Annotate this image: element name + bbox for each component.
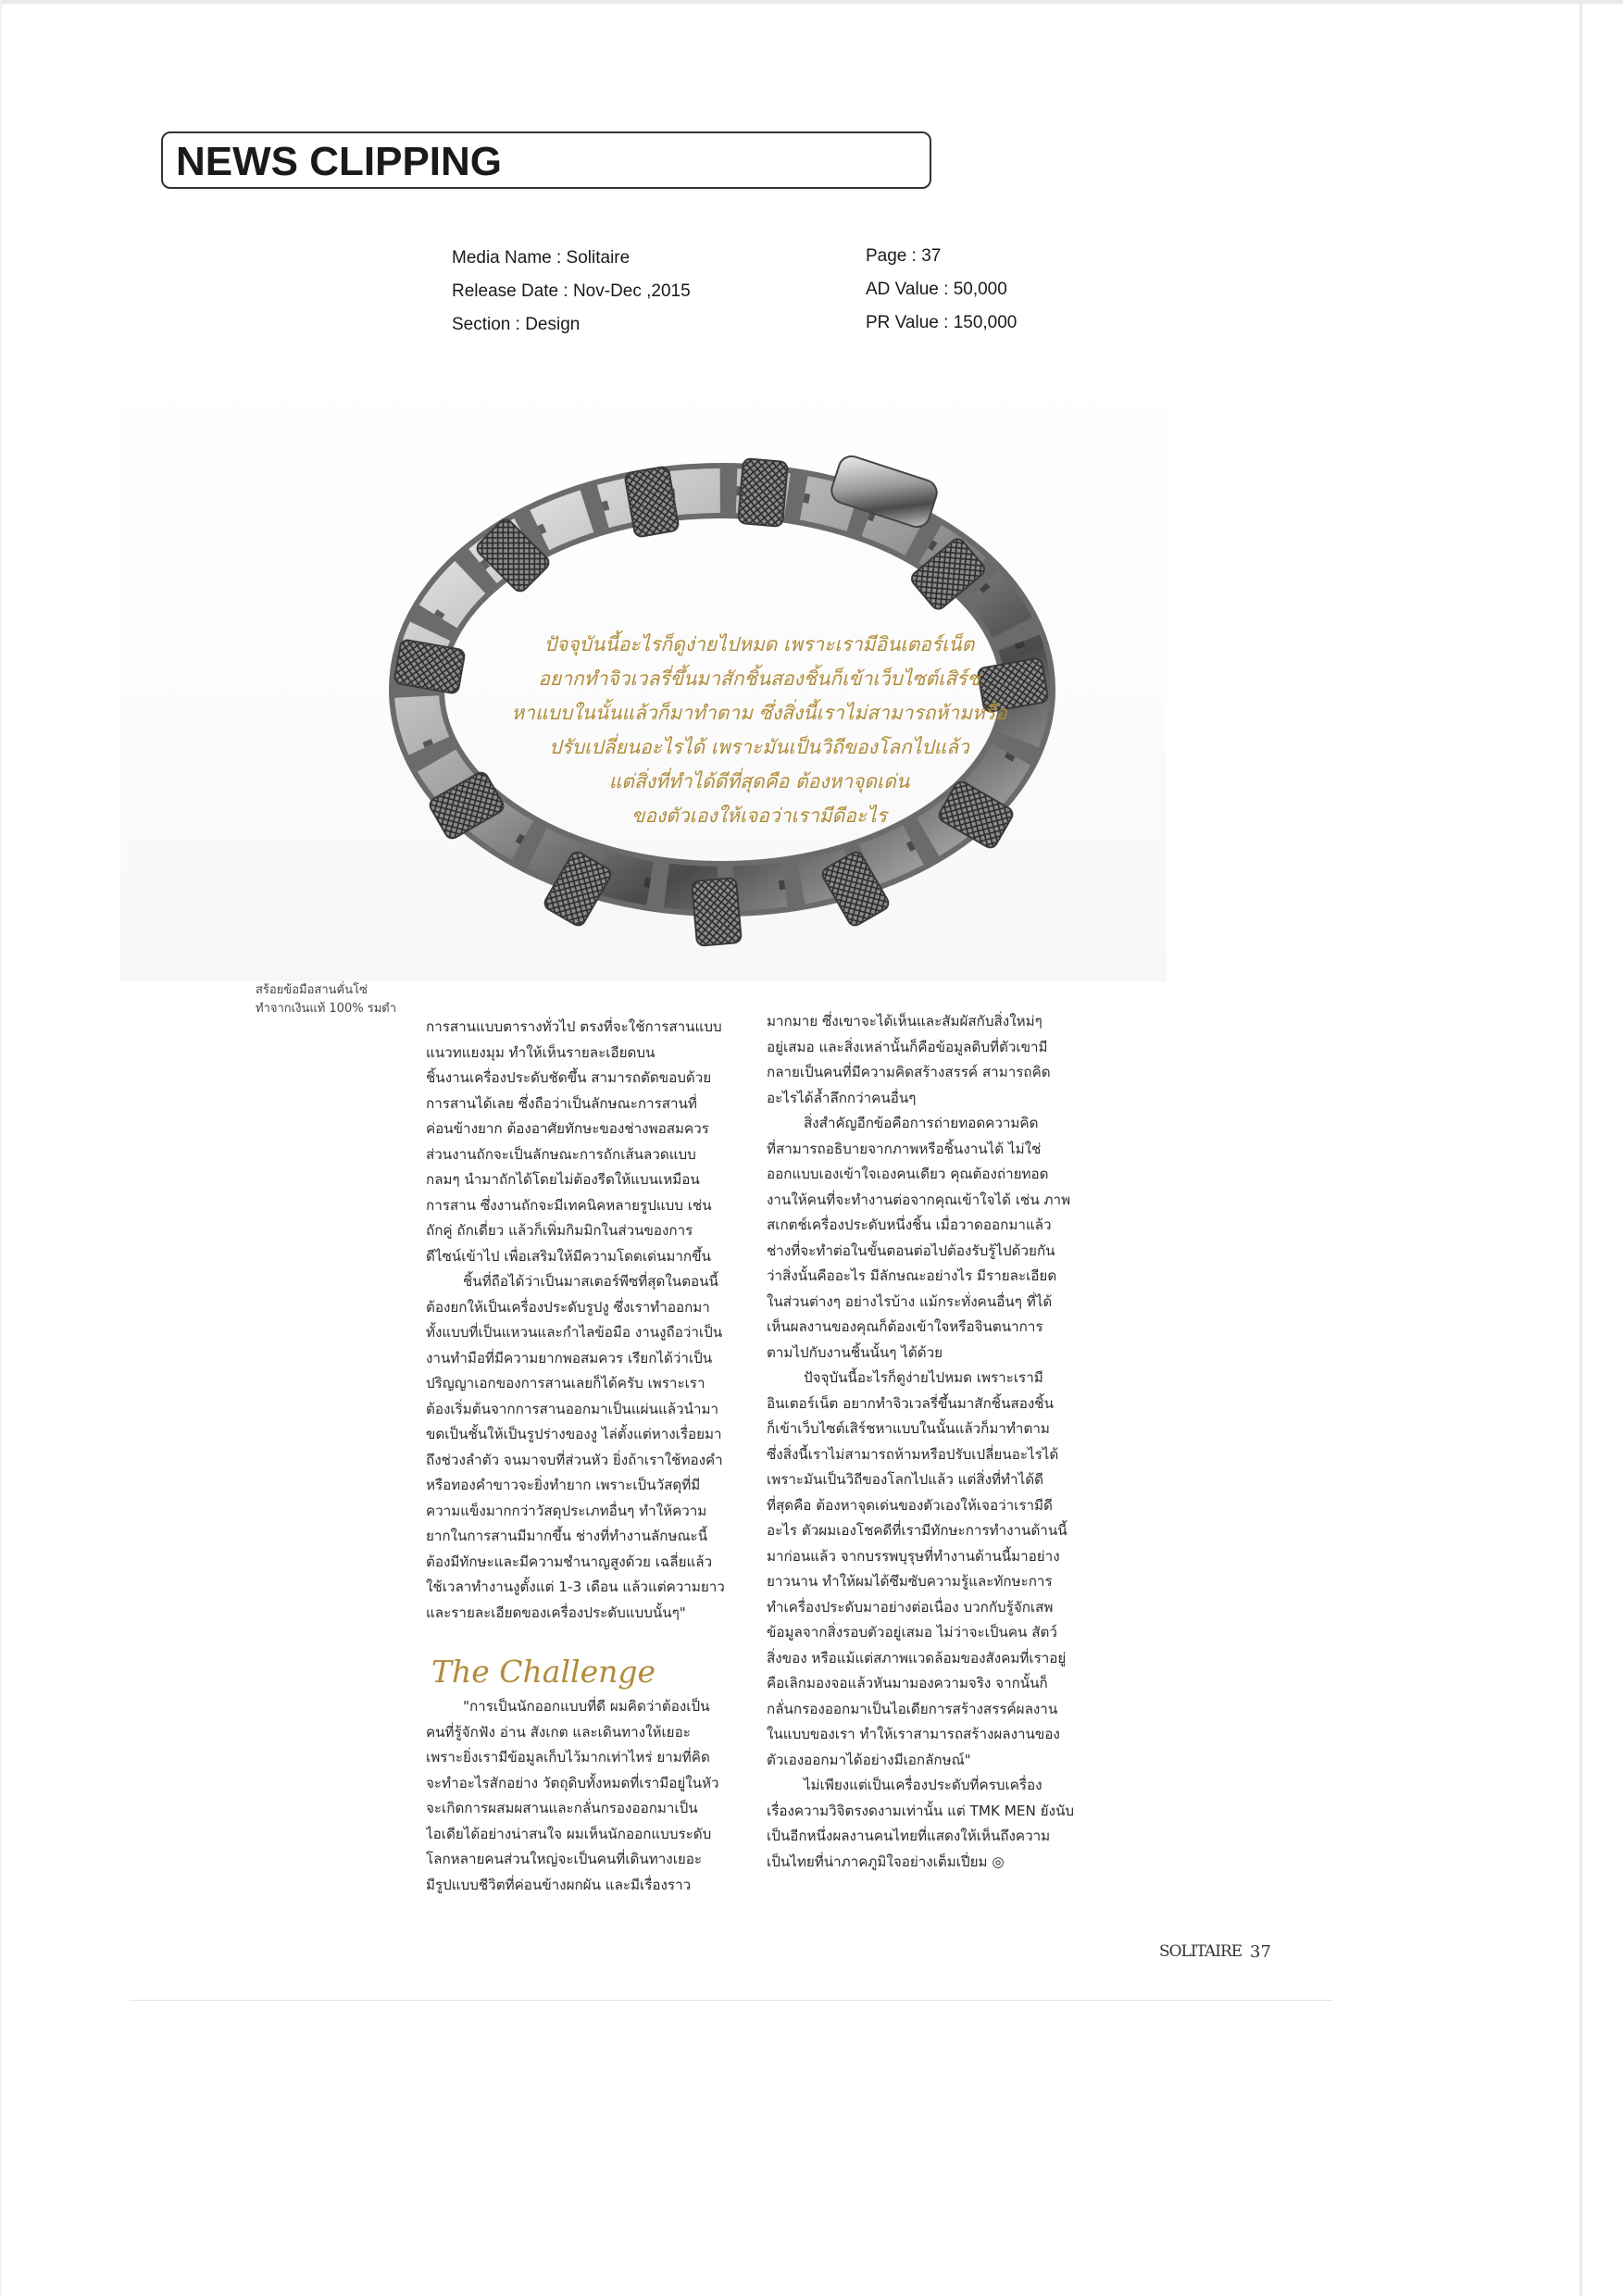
text-line: ช่างที่จะทำต่อในขั้นตอนต่อไปต้องรับรู้ไปด้วยกัน (767, 1242, 1055, 1259)
text-line: ค่อนข้างยาก ต้องอาศัยทักษะของช่างพอสมควร (426, 1120, 709, 1137)
section: Section : Design (452, 315, 581, 334)
text-line: ชิ้นที่ถือได้ว่าเป็นมาสเตอร์พีซที่สุดในตอนนี้ (463, 1273, 718, 1290)
quote-line: ปรับเปลี่ยนอะไรได้ เพราะมันเป็นวิถีของโลกไปแล้ว (549, 736, 969, 758)
text-line: ชิ้นงานเครื่องประดับชัดขึ้น สามารถตัดขอบด้วย (426, 1069, 712, 1086)
text-line: เรื่องความวิจิตรงดงามเท่านั้น แต่ TMK MEN ยังนับ (767, 1802, 1074, 1819)
text-line: สเกตช์เครื่องประดับหนึ่งชิ้น เมื่อวาดออกมาแล้ว (767, 1217, 1052, 1233)
text-line: งานให้คนที่จะทำงานต่อจากคุณเข้าใจได้ เช่น ภาพ (767, 1191, 1071, 1208)
media-name: Media Name : Solitaire (452, 248, 630, 268)
text-line: การสาน ซึ่งงานถักจะมีเทคนิคหลายรูปแบบ เช่น (426, 1196, 712, 1214)
text-line: ที่สุดคือ ต้องหาจุดเด่นของตัวเองให้เจอว่าเรามีดี (767, 1496, 1053, 1514)
text-line: ในส่วนต่างๆ อย่างไรบ้าง แม้กระทั่งคนอื่นๆ ที่ได้ (767, 1292, 1053, 1310)
text-line: ไอเดียได้อย่างน่าสนใจ ผมเห็นนักออกแบบระดับ (426, 1825, 712, 1842)
text-line: สิ่งสำคัญอีกข้อคือการถ่ายทอดความคิด (804, 1115, 1039, 1131)
magazine-brand: SOLITAIRE (1159, 1942, 1242, 1961)
text-line: กลั่นกรองออกมาเป็นไอเดียการสร้างสรรค์ผลงาน (767, 1700, 1058, 1717)
text-line: ทำเครื่องประดับมาอย่างต่อเนื่อง บวกกับรู้จักเสพ (767, 1598, 1054, 1616)
text-line: ว่าสิ่งนั้นคืออะไร มีลักษณะอย่างไร มีรายละเอียด (767, 1267, 1057, 1284)
challenge-heading: The Challenge (431, 1653, 656, 1690)
text-line: ปริญญาเอกของการสานเลยก็ได้ครับ เพราะเรา (426, 1375, 705, 1391)
text-line: ซึ่งสิ่งนี้เราไม่สามารถห้ามหรือปรับเปลี่ยนอะไรได้ (767, 1445, 1059, 1463)
text-line: เพราะยิ่งเรามีข้อมูลเก็บไว้มากเท่าไหร่ ยามที่คิด (426, 1749, 710, 1766)
page-value: Page : 37 (866, 246, 942, 266)
text-line: อะไร ตัวผมเองโชคดีที่เรามีทักษะการทำงานด้านนี้ (767, 1522, 1067, 1539)
meta-left (452, 242, 691, 342)
pr-value: PR Value : 150,000 (866, 313, 1017, 332)
text-line: จะทำอะไรสักอย่าง วัตถุดิบทั้งหมดที่เรามีอยู่ในหัว (426, 1774, 719, 1791)
text-line: หรือทองคำขาวจะยิ่งทำยาก เพราะเป็นวัสดุที่มี (426, 1477, 701, 1493)
text-line: อยู่เสมอ และสิ่งเหล่านั้นก็คือข้อมูลดิบที่ตัวเขามี (767, 1038, 1048, 1055)
quote-line: อยากทำจิวเวลรี่ขึ้นมาสักชิ้นสองชิ้นก็เข้าเว็บไซต์เสิร์ช (538, 668, 980, 690)
news-clipping-header (161, 131, 931, 189)
page-number: 37 (1250, 1942, 1271, 1962)
quote-line: ปัจจุบันนี้อะไรก็ดูง่ายไปหมด เพราะเรามีอินเตอร์เน็ต (543, 633, 975, 655)
text-line: เป็นไทยที่น่าภาคภูมิใจอย่างเต็มเปี่ยม ◎ (767, 1853, 1005, 1870)
text-line: และรายละเอียดของเครื่องประดับแบบนั้นๆ" (426, 1603, 686, 1621)
header-title: NEWS CLIPPING (176, 139, 503, 184)
text-line: ที่สามารถอธิบายจากภาพหรือชิ้นงานได้ ไม่ใช่ (767, 1140, 1042, 1157)
text-line: ก็เข้าเว็บไซต์เสิร์ชหาแบบในนั้นแล้วก็มาทำตาม (767, 1420, 1050, 1437)
text-line: การสานแบบตารางทั่วไป ตรงที่จะใช้การสานแบบ (426, 1018, 722, 1035)
text-line: มาก่อนแล้ว จากบรรพบุรุษที่ทำงานด้านนี้มาอย่าง (767, 1547, 1060, 1565)
text-line: ส่วนงานถักจะเป็นลักษณะการถักเส้นลวดแบบ (426, 1145, 696, 1163)
text-line: งานทำมือที่มีความยากพอสมควร เรียกได้ว่าเป็น (426, 1349, 713, 1366)
meta-right (866, 240, 1017, 340)
page-bottom-edge (130, 2000, 1333, 2001)
text-line: ยาวนาน ทำให้ผมได้ซึมซับความรู้และทักษะการ (767, 1573, 1053, 1590)
text-line: กลายเป็นคนที่มีความคิดสร้างสรรค์ สามารถคิด (767, 1064, 1051, 1080)
scan-edge-right (1579, 0, 1582, 2296)
text-line: มีรูปแบบชีวิตที่ค่อนข้างผกผัน และมีเรื่องราว (426, 1876, 692, 1893)
text-line: ต้องมีทักษะและมีความชำนาญสูงด้วย เฉลี่ยแล้ว (426, 1553, 713, 1570)
text-line: ขดเป็นชั้นให้เป็นรูปร่างของงู ไล่ตั้งแต่หางเรื่อยมา (426, 1426, 722, 1442)
text-line: ถักคู่ ถักเดี่ยว แล้วก็เพิ่มกิมมิกในส่วนของการ (426, 1222, 693, 1239)
text-line: ในแบบของเรา ทำให้เราสามารถสร้างผลงานของ (767, 1726, 1060, 1742)
text-line: อะไรได้ล้ำลึกกว่าคนอื่นๆ (767, 1089, 917, 1106)
article-column-left-bottom (426, 1694, 745, 1898)
text-line: ตามไปกับงานชิ้นนั้นๆ ได้ด้วย (767, 1343, 943, 1361)
text-line: ต้องเริ่มต้นจากการสานออกมาเป็นแผ่นแล้วนำมา (426, 1400, 719, 1417)
text-line: มากมาย ซึ่งเขาจะได้เห็นและสัมผัสกับสิ่งใหม่ๆ (767, 1013, 1042, 1029)
text-line: แนวทแยงมุม ทำให้เห็นรายละเอียดบน (426, 1043, 655, 1061)
text-line: ตัวเองออกมาได้อย่างมีเอกลักษณ์" (767, 1751, 971, 1768)
text-line: เป็นอีกหนึ่งผลงานคนไทยที่แสดงให้เห็นถึงความ (767, 1828, 1051, 1844)
text-line: สิ่งของ หรือแม้แต่สภาพแวดล้อมของสังคมที่เราอยู่ (767, 1649, 1067, 1666)
text-line: ใช้เวลาทำงานงูตั้งแต่ 1-3 เดือน แล้วแต่ความยาว (426, 1578, 725, 1595)
text-line: เห็นผลงานของคุณก็ต้องเข้าใจหรือจินตนาการ (767, 1318, 1043, 1335)
text-line: ดีไซน์เข้าไป เพื่อเสริมให้มีความโดดเด่นมากขึ้น (426, 1247, 711, 1265)
text-line: ข้อมูลจากสิ่งรอบตัวอยู่เสมอ ไม่ว่าจะเป็นคน สัตว์ (767, 1624, 1057, 1641)
release-date: Release Date : Nov-Dec ,2015 (452, 281, 691, 301)
text-line: คนที่รู้จักฟัง อ่าน สังเกต และเดินทางให้เยอะ (426, 1723, 691, 1741)
quote-line: หาแบบในนั้นแล้วก็มาทำตาม ซึ่งสิ่งนี้เราไม่สามารถห้ามหรือ (511, 702, 1007, 724)
text-line: ไม่เพียงแต่เป็นเครื่องประดับที่ครบเครื่อง (804, 1777, 1042, 1793)
scan-edge-top (0, 0, 1623, 4)
article-column-left-top (426, 1015, 745, 1626)
quote-line: แต่สิ่งที่ทำได้ดีที่สุดคือ ต้องหาจุดเด่น (608, 770, 910, 792)
text-line: อินเตอร์เน็ต อยากทำจิวเวลรี่ขึ้นมาสักชิ้นสองชิ้น (767, 1394, 1054, 1412)
text-line: กลมๆ นำมาถักได้โดยไม่ต้องรีดให้แบนเหมือน (426, 1171, 700, 1188)
pull-quote (500, 628, 1018, 833)
photo-caption (256, 981, 413, 1018)
text-line: ถึงช่วงลำตัว จนมาจบที่ส่วนหัว ยิ่งถ้าเราใช้ทองคำ (426, 1451, 723, 1468)
text-line: ยากในการสานมีมากขึ้น ช่างที่ทำงานลักษณะนี้ (426, 1528, 708, 1544)
text-line: ออกแบบเองเข้าใจเองคนเดียว คุณต้องถ่ายทอด (767, 1166, 1049, 1182)
text-line: เพราะมันเป็นวิถีของโลกไปแล้ว แต่สิ่งที่ทำได้ดี (767, 1471, 1043, 1488)
caption-line: ทำจากเงินแท้ 100% รมดำ (256, 1002, 397, 1016)
text-line: ความแข็งมากกว่าวัสดุประเภทอื่นๆ ทำให้ความ (426, 1502, 707, 1519)
text-line: ต้องยกให้เป็นเครื่องประดับรูปงู ซึ่งเราทำออกมา (426, 1298, 710, 1316)
scan-edge-left (0, 0, 2, 2296)
text-line: การสานได้เลย ซึ่งถือว่าเป็นลักษณะการสานที่ (426, 1094, 697, 1112)
caption-line: สร้อยข้อมือสานคั่นโซ่ (256, 983, 368, 997)
ad-value: AD Value : 50,000 (866, 280, 1007, 299)
text-line: จะเกิดการผสมผสานและกลั่นกรองออกมาเป็น (426, 1800, 698, 1816)
text-line: คือเลิกมองจอแล้วหันมามองความจริง จากนั้นก็ (767, 1675, 1048, 1691)
text-line: ปัจจุบันนี้อะไรก็ดูง่ายไปหมด เพราะเรามี (804, 1369, 1043, 1386)
text-line: ทั้งแบบที่เป็นแหวนและกำไลข้อมือ งานงูถือว่าเป็น (426, 1324, 723, 1341)
article-column-right (767, 1009, 1091, 1875)
quote-line: ของตัวเองให้เจอว่าเรามีดีอะไร (631, 805, 887, 827)
text-line: "การเป็นนักออกแบบที่ดี ผมคิดว่าต้องเป็น (463, 1698, 710, 1715)
text-line: โลกหลายคนส่วนใหญ่จะเป็นคนที่เดินทางเยอะ (426, 1851, 703, 1867)
